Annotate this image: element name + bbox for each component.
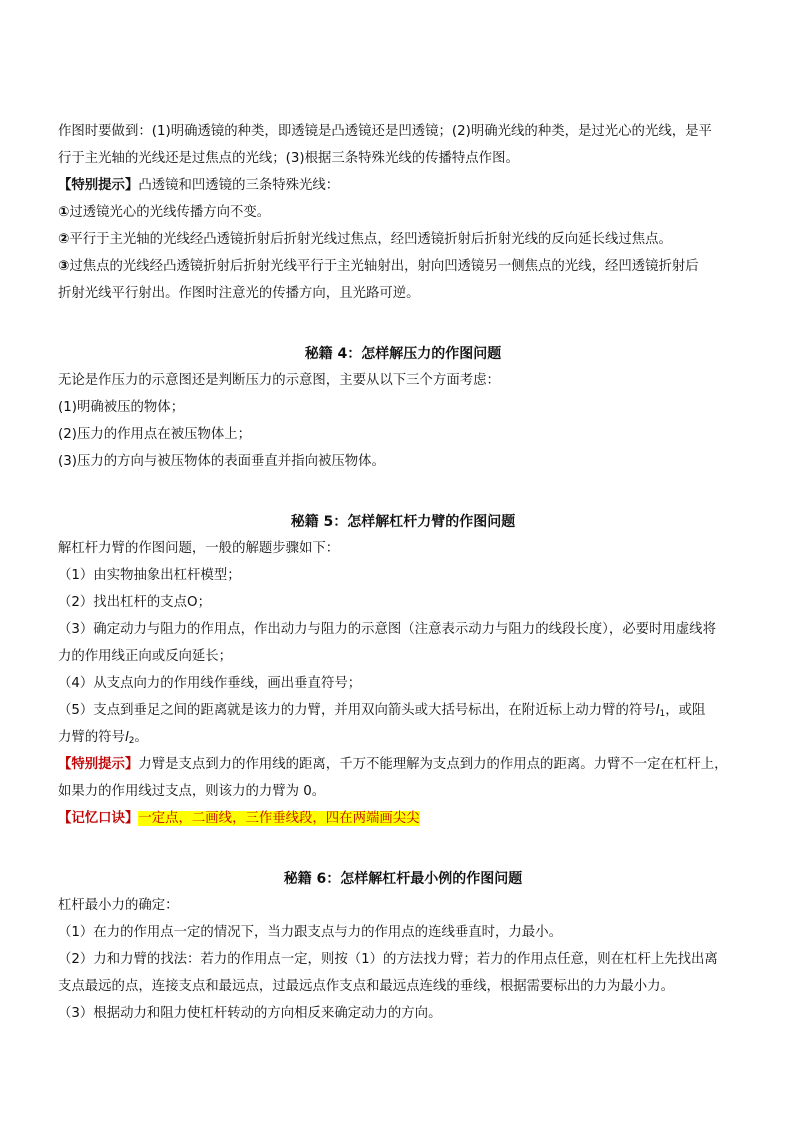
memory-tip: [58, 810, 420, 828]
section-heading: 秘籍 5：怎样解杠杆力臂的作图问题: [290, 514, 516, 530]
item-number: ③: [58, 259, 70, 274]
tip-label: 【特别提示】: [58, 178, 139, 193]
list-item: [58, 258, 699, 276]
paragraph-line: 行于主光轴的光线还是过焦点的光线；(3)根据三条特殊光线的传播特点作图。: [58, 151, 519, 166]
list-item: （2）找出杠杆的支点O；: [58, 595, 211, 610]
item-number: ①: [58, 205, 70, 220]
list-item: (1)明确被压的物体；: [58, 400, 185, 415]
list-item: （3）根据动力和阻力使杠杆转动的方向相反来确定动力的方向。: [58, 1006, 442, 1021]
paragraph-line: 支点最远的点，连接支点和最远点，过最远点作支点和最远点连线的垂线，根据需要标出的力为最小力。: [58, 979, 674, 994]
symbol-l: l: [124, 730, 129, 745]
special-tip: [58, 177, 339, 195]
tip-label: 【特别提示】: [58, 757, 139, 772]
list-item: [58, 204, 270, 222]
paragraph-line: 杠杆最小力的确定：: [58, 898, 179, 913]
item-text: ，或阻: [665, 703, 706, 718]
special-tip: [58, 756, 728, 774]
list-item: （1）由实物抽象出杠杆模型；: [58, 568, 241, 583]
tip-text: 力臂是支点到力的作用线的距离，千万不能理解为支点到力的作用点的距离。力臂不一定在杠杆上，: [138, 757, 728, 772]
section-heading: 秘籍 4：怎样解压力的作图问题: [304, 346, 502, 362]
paragraph-line: 无论是作压力的示意图还是判断压力的示意图，主要从以下三个方面考虑：: [58, 373, 500, 388]
item-text: 平行于主光轴的光线经凸透镜折射后折射光线过焦点，经凹透镜折射后折射光线的反向延长线过焦点。: [69, 232, 672, 247]
subscript: 2: [128, 736, 135, 746]
tip-text: 凸透镜和凹透镜的三条特殊光线：: [138, 178, 340, 193]
item-number: ②: [58, 232, 70, 247]
list-item: （3）确定动力与阻力的作用点，作出动力与阻力的示意图（注意表示动力与阻力的线段长度），必要时用虚线将: [58, 622, 716, 637]
paragraph-line: 如果力的作用线过支点，则该力的力臂为 0。: [58, 784, 326, 799]
item-text: 力臂的符号: [58, 730, 125, 745]
memo-text-highlight: 一定点，二画线，三作垂线段，四在两端画尖尖: [138, 811, 420, 826]
list-item: （2）力和力臂的找法：若力的作用点一定，则按（1）的方法找力臂；若力的作用点任意，则在杠杆上先找出离: [58, 952, 718, 967]
item-text: 过焦点的光线经凸透镜折射后折射光线平行于主光轴射出，射向凹透镜另一侧焦点的光线，经凹透镜折射后: [69, 259, 699, 274]
list-item: [58, 231, 672, 249]
memo-label: 【记忆口诀】: [58, 811, 139, 826]
paragraph-line: 力的作用线正向或反向延长；: [58, 649, 233, 664]
list-item: (3)压力的方向与被压物体的表面垂直并指向被压物体。: [58, 454, 385, 469]
item-text: 。: [134, 730, 148, 745]
section-heading: 秘籍 6：怎样解杠杆最小例的作图问题: [283, 871, 523, 887]
symbol-l: l: [655, 703, 660, 718]
paragraph-line: [58, 729, 148, 747]
list-item: [58, 702, 705, 720]
subscript: 1: [659, 709, 666, 719]
paragraph-line: 作图时要做到：(1)明确透镜的种类，即透镜是凸透镜还是凹透镜；(2)明确光线的种类，是过光心的光线，是平: [58, 124, 712, 139]
item-text: （5）支点到垂足之间的距离就是该力的力臂，并用双向箭头或大括号标出，在附近标上动力臂的符号: [58, 703, 656, 718]
list-item: （4）从支点向力的作用线作垂线，画出垂直符号；: [58, 676, 362, 691]
paragraph-line: 折射光线平行射出。作图时注意光的传播方向，且光路可逆。: [58, 286, 420, 301]
list-item: (2)压力的作用点在被压物体上；: [58, 427, 252, 442]
list-item: （1）在力的作用点一定的情况下，当力跟支点与力的作用点的连线垂直时，力最小。: [58, 925, 562, 940]
paragraph-line: 解杠杆力臂的作图问题，一般的解题步骤如下：: [58, 541, 340, 556]
item-text: 过透镜光心的光线传播方向不变。: [69, 205, 271, 220]
